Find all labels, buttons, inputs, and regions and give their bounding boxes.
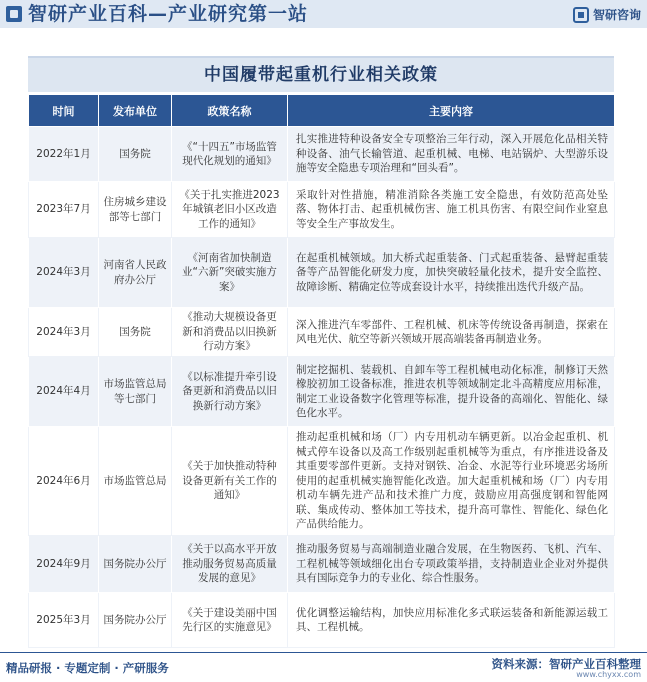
footer-divider	[0, 652, 647, 653]
cell-content: 推动服务贸易与高端制造业融合发展，在生物医药、飞机、汽车、工程机械等领域细化出台专项政策举措，支持制造业企业对外提供具有国际竞争力的专业化、综合性服务。	[288, 536, 615, 593]
cell-time: 2024年3月	[29, 238, 99, 308]
cell-content: 扎实推进特种设备安全专项整治三年行动，深入开展危化品相关特种设备、油气长输管道、起重机械、电梯、电站锅炉、大型游乐设施等安全隐患专项治理和“回头看”。	[288, 127, 615, 182]
brand-logo-icon	[573, 7, 589, 23]
cell-issuer: 河南省人民政府办公厅	[99, 238, 172, 308]
table-row	[29, 593, 615, 648]
cell-time: 2024年3月	[29, 308, 99, 357]
cell-content: 在起重机械领域。加大桥式起重装备、门式起重装备、悬臂起重装备等产品智能化研发力度，加快突破轻量化技术，提升安全监控、故障诊断、精确定位等成套设计水平，持续推出迭代升级产品。	[288, 238, 615, 308]
cell-issuer: 国务院办公厅	[99, 536, 172, 593]
cell-content: 采取针对性措施，精准消除各类施工安全隐患，有效防范高处坠落、物体打击、起重机械伤害、施工机具伤害、有限空间作业窒息等安全生产事故发生。	[288, 182, 615, 238]
cell-policy-name: 《关于建设美丽中国先行区的实施意见》	[172, 593, 288, 648]
cell-time: 2024年9月	[29, 536, 99, 593]
table-row	[29, 182, 615, 238]
footer-url[interactable]: www.chyxx.com	[576, 670, 641, 679]
footer-source: 资料来源：智研产业百科整理	[491, 657, 641, 671]
cell-policy-name: 《“十四五”市场监管现代化规划的通知》	[172, 127, 288, 182]
cell-content: 制定挖掘机、装载机、自卸车等工程机械电动化标准，制修订天然橡胶初加工设备标准，推进农机等领域制定北斗高精度应用标准，制定工业设备数字化管理等标准，提升设备的高端化、智能化、绿色化水平。	[288, 357, 615, 427]
brand-right[interactable]	[573, 6, 641, 23]
cell-content: 深入推进汽车零部件、工程机械、机床等传统设备再制造，探索在风电光伏、航空等新兴领域开展高端装备再制造业务。	[288, 308, 615, 357]
cell-policy-name: 《推动大规模设备更新和消费品以旧换新行动方案》	[172, 308, 288, 357]
policy-table	[28, 94, 615, 648]
footer-services: 精品研报 · 专题定制 · 产研服务	[6, 661, 169, 675]
cell-content: 推动起重机械和场（厂）内专用机动车辆更新。以冶金起重机、机械式停车设备以及高工作级别起重机械等为重点，有序推进设备及其重要零部件更新。支持对钢铁、冶金、水泥等行业环境恶劣场所使用的起重机械实施智能化改造。加大起重机械和场（厂）内专用机动车辆先进产品和技术推广力度，鼓励应用高强度钢和智能网联、集成传动、整体加工等技术，提升高可靠性、智能化、绿色化产品供给能力。	[288, 427, 615, 536]
footer	[0, 652, 647, 682]
site-brand[interactable]	[6, 3, 308, 25]
cell-issuer: 国务院	[99, 127, 172, 182]
title-bar	[28, 56, 614, 92]
site-title: 智研产业百科—产业研究第一站	[28, 3, 309, 25]
table-row	[29, 536, 615, 593]
brand-name: 智研咨询	[592, 8, 641, 22]
cell-issuer: 市场监管总局	[99, 427, 172, 536]
cell-time: 2024年4月	[29, 357, 99, 427]
table-row	[29, 238, 615, 308]
column-header-content: 主要内容	[288, 95, 615, 127]
cell-issuer: 市场监管总局等七部门	[99, 357, 172, 427]
cell-issuer: 住房城乡建设部等七部门	[99, 182, 172, 238]
cell-content: 优化调整运输结构，加快应用标准化多式联运装备和新能源运载工具、工程机械。	[288, 593, 615, 648]
table-row	[29, 127, 615, 182]
top-banner	[0, 0, 647, 28]
table-row	[29, 357, 615, 427]
cell-policy-name: 《关于以高水平开放推动服务贸易高质量发展的意见》	[172, 536, 288, 593]
column-header-issuer: 发布单位	[99, 95, 172, 127]
cell-time: 2023年7月	[29, 182, 99, 238]
logo-icon	[6, 6, 22, 22]
cell-policy-name: 《关于扎实推进2023年城镇老旧小区改造工作的通知》	[172, 182, 288, 238]
cell-time: 2025年3月	[29, 593, 99, 648]
cell-policy-name: 《关于加快推动特种设备更新有关工作的通知》	[172, 427, 288, 536]
cell-time: 2022年1月	[29, 127, 99, 182]
cell-policy-name: 《河南省加快制造业“六新”突破实施方案》	[172, 238, 288, 308]
table-header-row	[29, 95, 615, 127]
cell-policy-name: 《以标准提升牵引设备更新和消费品以旧换新行动方案》	[172, 357, 288, 427]
cell-time: 2024年6月	[29, 427, 99, 536]
table-row	[29, 427, 615, 536]
page-title: 中国履带起重机行业相关政策	[204, 65, 438, 85]
column-header-policy-name: 政策名称	[172, 95, 288, 127]
cell-issuer: 国务院办公厅	[99, 593, 172, 648]
table-row	[29, 308, 615, 357]
column-header-time: 时间	[29, 95, 99, 127]
cell-issuer: 国务院	[99, 308, 172, 357]
